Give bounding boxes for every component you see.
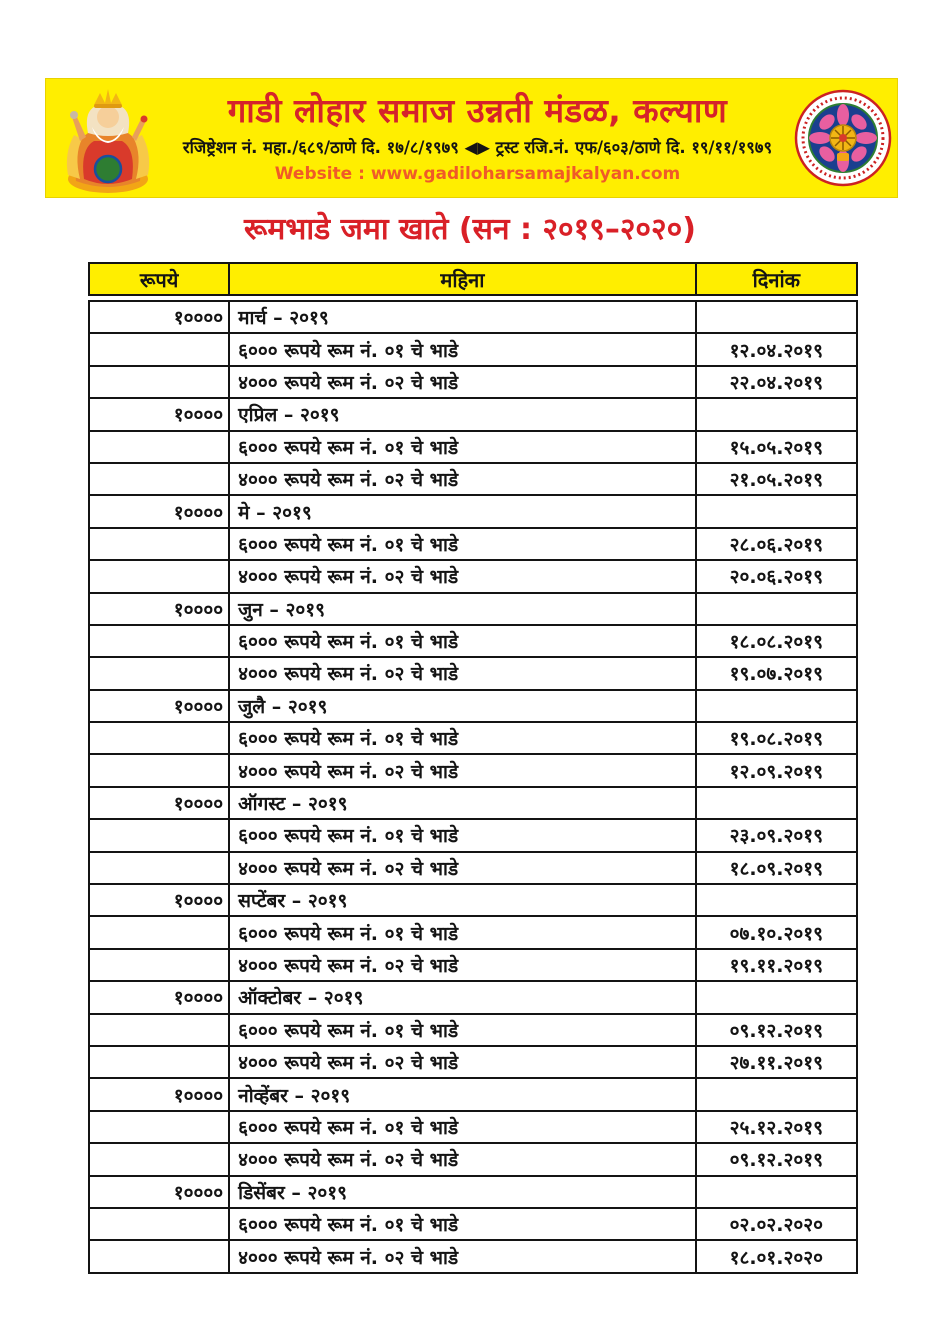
- cell-date: २२.०४.२०१९: [729, 371, 824, 394]
- cell-date: १८.०८.२०१९: [729, 631, 824, 654]
- table-row: [90, 691, 856, 723]
- table-row: [90, 432, 856, 464]
- cell-rupees: [90, 367, 230, 397]
- cell-date: [697, 302, 856, 332]
- cell-date: ०७.१०.२०१९: [729, 922, 824, 945]
- cell-month: सप्टेंबर – २०१९: [230, 885, 696, 915]
- cell-month: डिसेंबर – २०१९: [230, 1177, 696, 1207]
- organization-name: गाडी लोहार समाज उन्नती मंडळ, कल्याण: [227, 91, 728, 130]
- cell-rupees: [90, 950, 230, 980]
- table-row: [90, 464, 856, 496]
- table-row: [90, 917, 856, 949]
- cell-month: ४००० रूपये रूम नं. ०२ चे भाडे: [230, 755, 696, 785]
- table-row: [90, 302, 856, 334]
- cell-date: ०२.०२.२०२०: [729, 1214, 824, 1237]
- column-header-rupees: रूपये: [90, 264, 230, 294]
- cell-month: नोव्हेंबर – २०१९: [230, 1079, 696, 1109]
- cell-date: ०९.१२.२०१९: [729, 1019, 824, 1042]
- cell-rupees: [90, 755, 230, 785]
- cell-date: [697, 496, 856, 526]
- cell-month: ४००० रूपये रूम नं. ०२ चे भाडे: [230, 464, 696, 494]
- cell-date: २७.११.२०१९: [729, 1052, 824, 1075]
- cell-rupees: १००००: [90, 302, 230, 332]
- cell-date: [697, 788, 856, 818]
- cell-rupees: १००००: [90, 594, 230, 624]
- table-row: [90, 334, 856, 366]
- cell-date: २०.०६.२०१९: [729, 566, 824, 589]
- cell-rupees: [90, 917, 230, 947]
- cell-month: ६००० रूपये रूम नं. ०१ चे भाडे: [230, 1112, 696, 1142]
- cell-rupees: [90, 1209, 230, 1239]
- cell-month: ऑगस्ट – २०१९: [230, 788, 696, 818]
- table-row: [90, 820, 856, 852]
- table-row: [90, 1079, 856, 1111]
- cell-month: जुलै – २०१९: [230, 691, 696, 721]
- cell-rupees: १००००: [90, 982, 230, 1012]
- cell-month: एप्रिल – २०१९: [230, 399, 696, 429]
- cell-date: [697, 1079, 856, 1109]
- cell-rupees: १००००: [90, 691, 230, 721]
- cell-date: १२.०९.२०१९: [729, 760, 824, 783]
- cell-month: मार्च – २०१९: [230, 302, 696, 332]
- table-header-row: [88, 262, 858, 296]
- cell-month: ४००० रूपये रूम नं. ०२ चे भाडे: [230, 367, 696, 397]
- cell-date: [697, 1177, 856, 1207]
- cell-rupees: १००००: [90, 788, 230, 818]
- table-row: [90, 1144, 856, 1176]
- cell-date: [697, 982, 856, 1012]
- cell-month: जुन – २०१९: [230, 594, 696, 624]
- cell-month: ६००० रूपये रूम नं. ०१ चे भाडे: [230, 334, 696, 364]
- cell-rupees: [90, 1241, 230, 1271]
- cell-month: ४००० रूपये रूम नं. ०२ चे भाडे: [230, 658, 696, 688]
- column-header-month: महिना: [230, 264, 696, 294]
- column-header-date: दिनांक: [752, 267, 801, 292]
- vishwakarma-deity-icon: [54, 83, 162, 195]
- cell-rupees: [90, 1015, 230, 1045]
- cell-month: ६००० रूपये रूम नं. ०१ चे भाडे: [230, 1015, 696, 1045]
- table-row: [90, 561, 856, 593]
- cell-rupees: [90, 561, 230, 591]
- cell-date: २८.०६.२०१९: [729, 533, 824, 556]
- cell-month: ४००० रूपये रूम नं. ०२ चे भाडे: [230, 1047, 696, 1077]
- table-row: [90, 885, 856, 917]
- cell-date: १५.०५.२०१९: [729, 436, 824, 459]
- header-banner: [45, 78, 898, 198]
- cell-month: ४००० रूपये रूम नं. ०२ चे भाडे: [230, 1241, 696, 1271]
- cell-rupees: [90, 1047, 230, 1077]
- cell-rupees: [90, 1112, 230, 1142]
- cell-rupees: १००००: [90, 1177, 230, 1207]
- cell-rupees: [90, 464, 230, 494]
- table-row: [90, 529, 856, 561]
- table-row: [90, 1112, 856, 1144]
- cell-date: २५.१२.२०१९: [729, 1116, 824, 1139]
- cell-rupees: [90, 334, 230, 364]
- cell-rupees: १००००: [90, 496, 230, 526]
- cell-rupees: [90, 529, 230, 559]
- cell-date: [697, 691, 856, 721]
- cell-rupees: [90, 658, 230, 688]
- table-row: [90, 950, 856, 982]
- society-emblem-icon: [793, 85, 893, 191]
- table-row: [90, 1047, 856, 1079]
- cell-month: ६००० रूपये रूम नं. ०१ चे भाडे: [230, 529, 696, 559]
- cell-date: २१.०५.२०१९: [729, 469, 824, 492]
- table-row: [90, 982, 856, 1014]
- cell-month: ४००० रूपये रूम नं. ०२ चे भाडे: [230, 1144, 696, 1174]
- cell-rupees: [90, 432, 230, 462]
- table-row: [90, 755, 856, 787]
- table-row: [90, 788, 856, 820]
- table-row: [90, 1241, 856, 1273]
- cell-month: ४००० रूपये रूम नं. ०२ चे भाडे: [230, 853, 696, 883]
- table-row: [90, 658, 856, 690]
- cell-rupees: [90, 820, 230, 850]
- banner-text-block: [164, 79, 791, 197]
- cell-rupees: [90, 723, 230, 753]
- cell-rupees: [90, 1144, 230, 1174]
- cell-month: ४००० रूपये रूम नं. ०२ चे भाडे: [230, 950, 696, 980]
- cell-month: ६००० रूपये रूम नं. ०१ चे भाडे: [230, 432, 696, 462]
- cell-date: १२.०४.२०१९: [729, 339, 824, 362]
- cell-date: २३.०९.२०१९: [729, 825, 824, 848]
- table-row: [90, 496, 856, 528]
- registration-line: रजिष्ट्रेशन नं. महा./६८९/ठाणे दि. १७/८/१९७९ ◀▶ ट्रस्ट रजि.नं. एफ/६०३/ठाणे दि. १९/११/१९७९: [182, 138, 773, 157]
- website-text: Website : www.gadiloharsamajkalyan.com: [274, 164, 681, 184]
- cell-month: ४००० रूपये रूम नं. ०२ चे भाडे: [230, 561, 696, 591]
- cell-date: [697, 399, 856, 429]
- table-row: [90, 723, 856, 755]
- cell-date: १८.०१.२०२०: [729, 1246, 824, 1269]
- table-row: [90, 853, 856, 885]
- cell-date: [697, 885, 856, 915]
- cell-date: १९.०७.२०१९: [729, 663, 824, 686]
- document-title: रूमभाडे जमा खाते (सन : २०१९–२०२०): [244, 212, 696, 247]
- table-row: [90, 1177, 856, 1209]
- table-body: [88, 300, 858, 1274]
- cell-month: ६००० रूपये रूम नं. ०१ चे भाडे: [230, 917, 696, 947]
- cell-rupees: [90, 853, 230, 883]
- cell-month: ६००० रूपये रूम नं. ०१ चे भाडे: [230, 626, 696, 656]
- cell-month: मे – २०१९: [230, 496, 696, 526]
- table-row: [90, 626, 856, 658]
- cell-date: ०९.१२.२०१९: [729, 1149, 824, 1172]
- cell-date: १८.०९.२०१९: [729, 857, 824, 880]
- rent-ledger-table: [88, 262, 858, 1274]
- cell-date: १९.११.२०१९: [729, 955, 824, 977]
- cell-month: ६००० रूपये रूम नं. ०१ चे भाडे: [230, 1209, 696, 1239]
- cell-date: १९.०८.२०१९: [729, 728, 824, 751]
- cell-month: ६००० रूपये रूम नं. ०१ चे भाडे: [230, 723, 696, 753]
- cell-month: ६००० रूपये रूम नं. ०१ चे भाडे: [230, 820, 696, 850]
- table-row: [90, 367, 856, 399]
- cell-rupees: १००००: [90, 399, 230, 429]
- cell-rupees: १००००: [90, 1079, 230, 1109]
- table-row: [90, 1209, 856, 1241]
- table-row: [90, 399, 856, 431]
- cell-rupees: [90, 626, 230, 656]
- cell-date: [697, 594, 856, 624]
- table-row: [90, 594, 856, 626]
- cell-rupees: १००००: [90, 885, 230, 915]
- cell-month: ऑक्टोबर – २०१९: [230, 982, 696, 1012]
- table-row: [90, 1015, 856, 1047]
